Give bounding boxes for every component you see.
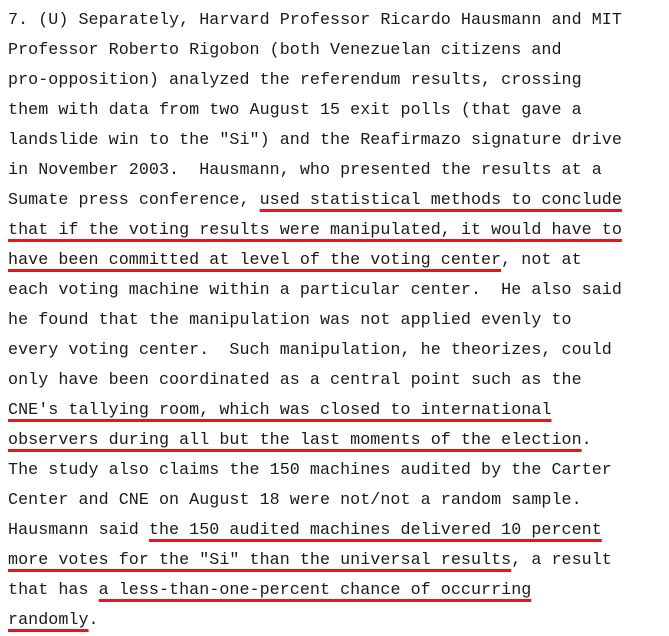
underlined-segment: have been committed at level of the voting center xyxy=(8,251,502,270)
underlined-segment: observers during all but the last moments of the election xyxy=(8,431,582,450)
text-segment: . xyxy=(88,611,99,630)
underlined-segment: CNE's tallying room, which was closed to international xyxy=(8,401,552,420)
text-segment: Professor Roberto Rigobon (both Venezuelan citizens and xyxy=(8,41,562,60)
text-line xyxy=(8,366,669,396)
text-line xyxy=(8,96,669,126)
text-segment: pro-opposition) analyzed the referendum results, crossing xyxy=(8,71,582,90)
text-segment: , a result xyxy=(511,551,612,570)
text-line xyxy=(8,396,669,426)
text-line xyxy=(8,66,669,96)
text-segment: in November 2003. Hausmann, who presented the results at a xyxy=(8,161,602,180)
text-line xyxy=(8,336,669,366)
text-segment: that has xyxy=(8,581,99,600)
text-line xyxy=(8,216,669,246)
underlined-segment: the 150 audited machines delivered 10 percent xyxy=(148,521,602,540)
text-segment: each voting machine within a particular center. He also said xyxy=(8,281,622,300)
underlined-segment: randomly xyxy=(8,611,89,630)
text-line xyxy=(8,426,669,456)
underlined-segment: that if the voting results were manipulated, it would have to xyxy=(8,221,622,240)
text-line xyxy=(8,126,669,156)
text-segment: , not at xyxy=(501,251,582,270)
text-segment: Center and CNE on August 18 were not/not a random sample. xyxy=(8,491,582,510)
text-line xyxy=(8,516,669,546)
text-segment: The study also claims the 150 machines audited by the Carter xyxy=(8,461,612,480)
text-segment: them with data from two August 15 exit polls (that gave a xyxy=(8,101,582,120)
text-line xyxy=(8,486,669,516)
text-line xyxy=(8,546,669,576)
text-segment: only have been coordinated as a central point such as the xyxy=(8,371,582,390)
underlined-segment: more votes for the "Si" than the universal results xyxy=(8,551,512,570)
text-line xyxy=(8,156,669,186)
text-segment: landslide win to the "Si") and the Reafirmazo signature drive xyxy=(8,131,622,150)
text-segment: he found that the manipulation was not applied evenly to xyxy=(8,311,572,330)
text-line xyxy=(8,576,669,606)
underlined-segment: a less-than-one-percent chance of occurring xyxy=(98,581,532,600)
text-segment: 7. (U) Separately, Harvard Professor Ricardo Hausmann and MIT xyxy=(8,11,622,30)
paragraph-7 xyxy=(8,6,669,636)
underlined-segment: used statistical methods to conclude xyxy=(259,191,622,210)
text-segment: . xyxy=(581,431,592,450)
text-line xyxy=(8,276,669,306)
text-line xyxy=(8,246,669,276)
text-segment: Sumate press conference, xyxy=(8,191,260,210)
text-line xyxy=(8,36,669,66)
text-line xyxy=(8,306,669,336)
text-segment: every voting center. Such manipulation, he theorizes, could xyxy=(8,341,612,360)
text-line xyxy=(8,456,669,486)
text-line xyxy=(8,186,669,216)
text-line xyxy=(8,6,669,36)
text-line xyxy=(8,606,669,636)
text-segment: Hausmann said xyxy=(8,521,149,540)
